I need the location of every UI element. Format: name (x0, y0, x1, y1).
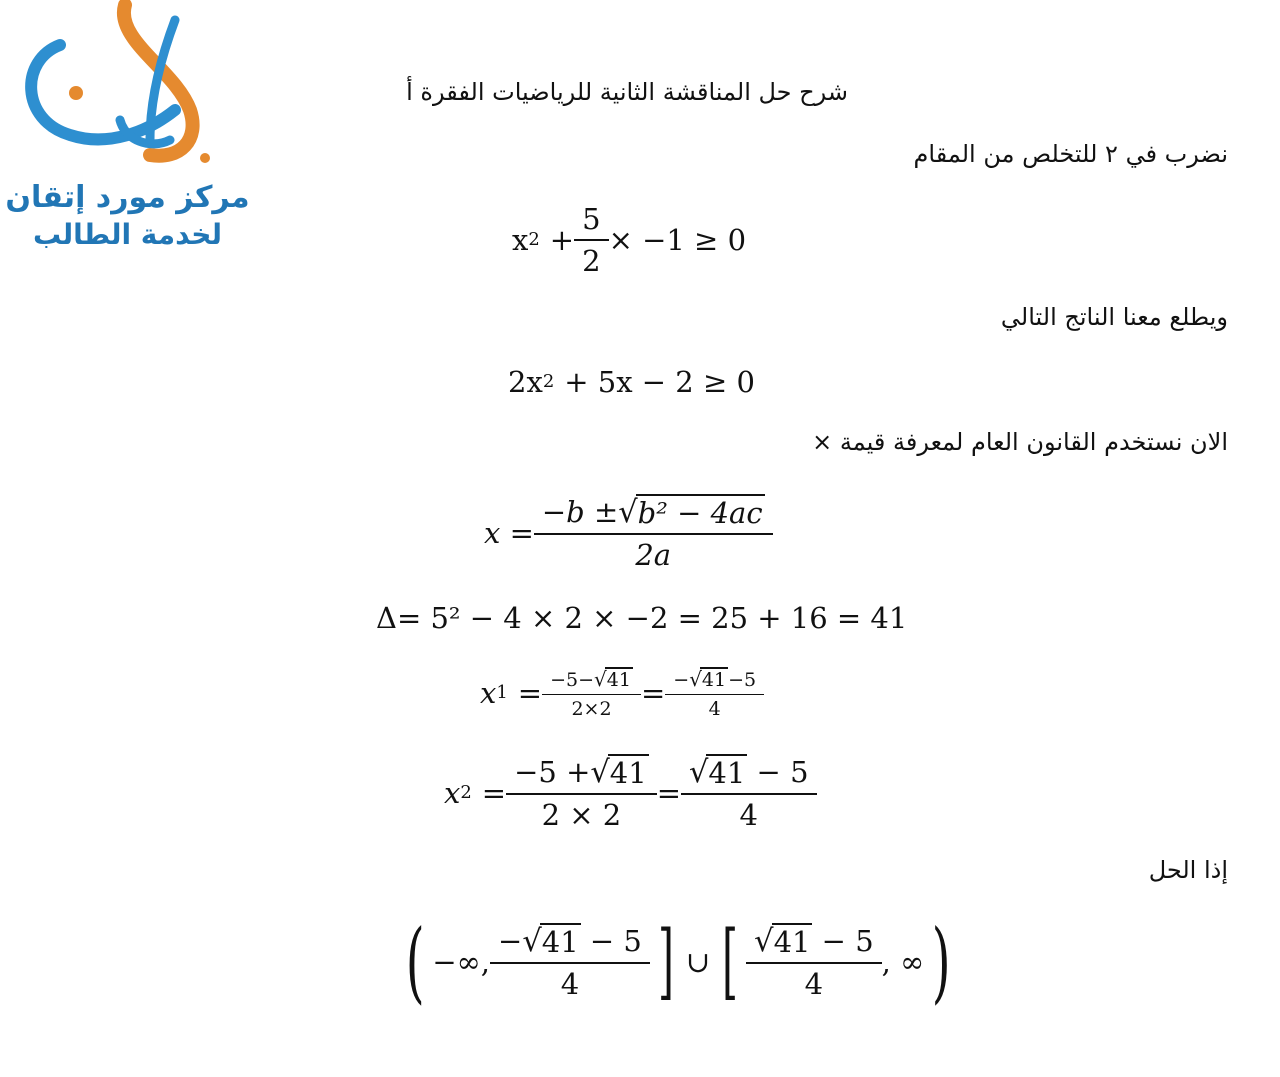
logo-name-line1: مركز مورد إتقان (5, 180, 250, 215)
equation-1: x 2 + $\frac{5}{2}$ × −1 ≥ 0 (512, 202, 747, 278)
text-line-multiply: نضرب في ٢ للتخلص من المقام (913, 140, 1228, 168)
text-line-solution: إذا الحل (1148, 856, 1228, 884)
text-line-general-law: الان نستخدم القانون العام لمعرفة قيمة × (812, 428, 1228, 456)
logo (0, 0, 260, 260)
discriminant-line: Δ= 5² − 4 × 2 × −2 = 25 + 16 = 41 (376, 601, 908, 635)
root-x1: x 1 = −5− √ 41 2×2 = − √ 41 −5 4 (480, 662, 764, 724)
solution-interval: ( −∞, − √ 41 − 5 4 ] ∪ [ √ 41 − 5 4 , ∞ ) (405, 910, 951, 1013)
text-line-result: ويطلع معنا الناتج التالي (1000, 303, 1228, 331)
root-x2: x 2 = −5 + √ 41 2 × 2 = √ 41 − 5 4 (444, 750, 817, 836)
page-title: شرح حل المناقشة الثانية للرياضيات الفقرة أ (406, 78, 848, 106)
equation-2: 2x 2 + 5x − 2 ≥ 0 (508, 365, 755, 399)
logo-name-line2: لخدمة الطالب (33, 218, 222, 251)
quadratic-formula: x = −b ± √ b² − 4ac 2a (484, 492, 773, 574)
logo-mark-icon (0, 0, 260, 175)
